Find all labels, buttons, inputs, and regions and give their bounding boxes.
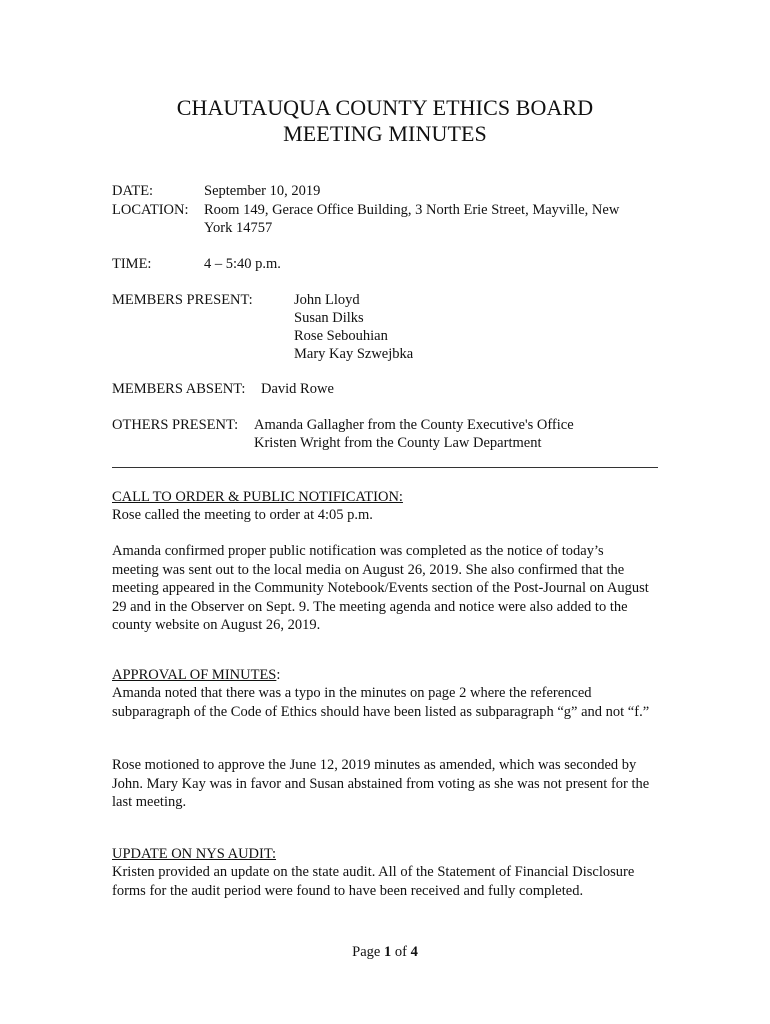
members-absent-value: David Rowe: [261, 381, 334, 397]
public-notification-paragraph: Amanda confirmed proper public notification was completed as the notice of today’s meeting was sent out to the local media on August 26, 2019. She also confirmed that the meeting appeared in the Community Notebook/Events section of the Post-Journal on August 29 and in the Observer on Sept. 9. The meeting agenda and notice were also added to the county website on August 26, 2019.: [112, 543, 649, 634]
location-value-line2: York 14757: [204, 220, 273, 236]
page-word: Page: [352, 944, 381, 960]
approval-paragraph-1: Amanda noted that there was a typo in the minutes on page 2 where the referenced subparagraph of the Code of Ethics should have been listed as subparagraph “g” and not “f.”: [112, 685, 650, 720]
approval-heading: [112, 666, 280, 684]
other-present-item: Kristen Wright from the County Law Department: [254, 435, 542, 451]
member-present-item: Susan Dilks: [294, 310, 364, 326]
section-divider: [112, 467, 658, 468]
location-label: LOCATION:: [112, 202, 189, 218]
time-value: 4 – 5:40 p.m.: [204, 256, 281, 272]
members-absent-label: MEMBERS ABSENT:: [112, 381, 246, 397]
date-value: September 10, 2019: [204, 183, 321, 199]
date-label: DATE:: [112, 183, 154, 199]
audit-paragraph: Kristen provided an update on the state audit. All of the Statement of Financial Disclosure forms for the audit period were found to have been received and fully completed.: [112, 864, 635, 899]
page-current: 1: [383, 944, 392, 960]
of-word: of: [394, 944, 407, 960]
others-present-label: OTHERS PRESENT:: [112, 417, 239, 433]
members-present-label: MEMBERS PRESENT:: [112, 292, 253, 308]
member-present-item: Mary Kay Szwejbka: [294, 346, 414, 362]
approval-paragraph-2: Rose motioned to approve the June 12, 2019 minutes as amended, which was seconded by John. Mary Kay was in favor and Susan abstained from voting as she was not present for the last meeting.: [112, 757, 650, 811]
approval-heading-text: APPROVAL OF MINUTES: [112, 667, 277, 683]
audit-heading: UPDATE ON NYS AUDIT:: [112, 846, 277, 862]
approval-heading-colon: :: [276, 667, 281, 683]
time-label: TIME:: [112, 256, 152, 272]
member-present-item: Rose Sebouhian: [294, 328, 388, 344]
document-title-line2: MEETING MINUTES: [283, 121, 487, 146]
other-present-item: Amanda Gallagher from the County Executive's Office: [254, 417, 574, 433]
location-value-line1: Room 149, Gerace Office Building, 3 North Erie Street, Mayville, New: [204, 202, 620, 218]
document-title-line1: CHAUTAUQUA COUNTY ETHICS BOARD: [176, 95, 594, 120]
page-number-footer: [0, 943, 770, 961]
call-to-order-heading: CALL TO ORDER & PUBLIC NOTIFICATION:: [112, 489, 403, 505]
call-to-order-text: Rose called the meeting to order at 4:05 p.m.: [112, 507, 373, 523]
member-present-item: John Lloyd: [294, 292, 360, 308]
page-total: 4: [410, 944, 418, 960]
